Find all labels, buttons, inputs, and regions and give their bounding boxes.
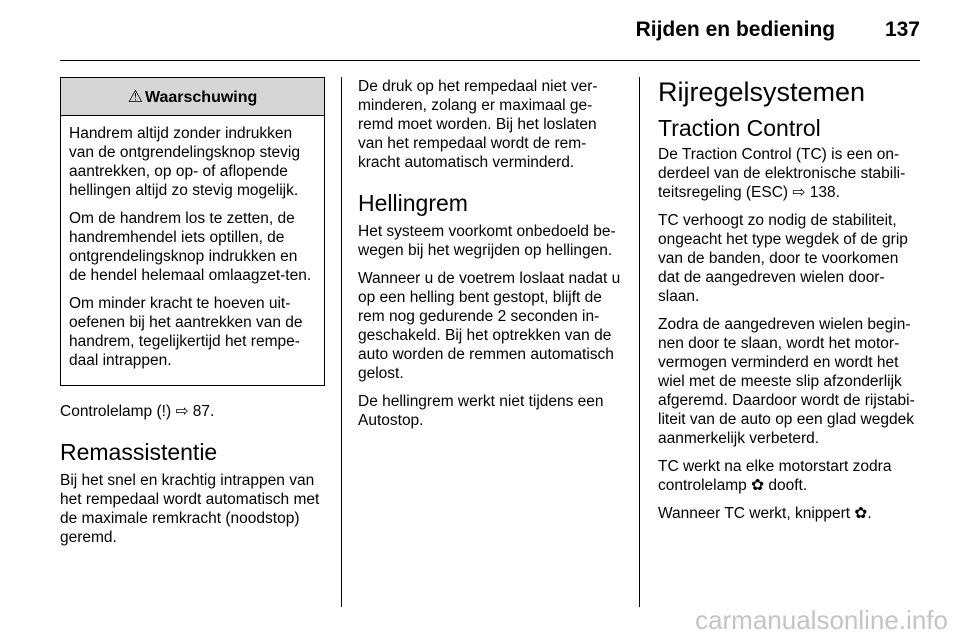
warning-paragraph: Om de handrem los te zetten, de handremhendel iets optillen, de ontgrendelingsknop indrukken en de hendel helemaal omlaagzet-ten.: [69, 210, 312, 284]
column-3: [658, 77, 923, 532]
tc-paragraph-1: De Traction Control (TC) is een on-derdeel van de elektronische stabili-teitsregeling (ESC) ⇨ 138.: [658, 146, 906, 201]
hellingrem-paragraph: Het systeem voorkomt onbedoeld be-wegen bij het wegrijden op hellingen.: [358, 223, 616, 259]
rijregelsystemen-heading: Rijregelsystemen: [658, 77, 866, 107]
remassistentie-heading: Remassistentie: [60, 439, 218, 465]
warning-box: [60, 77, 325, 386]
hellingrem-paragraph: De hellingrem werkt niet tijdens een Autostop.: [358, 393, 604, 429]
tc-paragraph-4: TC werkt na elke motorstart zodra controlelamp ✿ dooft.: [658, 458, 892, 494]
tc-paragraph-2: TC verhoogt zo nodig de stabiliteit, ongeacht het type wegdek of de grip van de banden, door te voorkomen dat de aangedreven wielen door-slaan.: [658, 212, 908, 305]
page-ref: 87.: [192, 403, 215, 420]
tc-lamp-icon: ✿: [854, 505, 868, 522]
warning-title: Waarschuwing: [144, 89, 258, 106]
column-2: [358, 77, 623, 439]
warning-body: [61, 116, 324, 385]
column-divider-1: [341, 77, 342, 607]
page-header: [636, 18, 920, 42]
watermark: carmanualsonline.info: [695, 605, 948, 635]
page-ref-arrow-icon: ⇨: [792, 184, 806, 201]
tc-lamp-icon: ✿: [751, 477, 765, 494]
page-ref: 138.: [809, 184, 840, 201]
brake-warning-icon: (!): [156, 403, 172, 420]
warning-paragraph: Handrem altijd zonder indrukken van de ontgrendelingsknop stevig aantrekken, op op- of aflopende hellingen altijd zo stevig mogelijk.: [69, 125, 300, 199]
warning-paragraph: Om minder kracht te hoeven uit-oefenen bij het aantrekken van de handrem, tegelijkertijd het rempe-daal intrappen.: [69, 295, 303, 369]
hellingrem-paragraph: Wanneer u de voetrem loslaat nadat u op een helling bent gestopt, blijft de rem nog gedurende 2 seconden in-geschakeld. Bij het optrekken van de auto worden de remmen automatisch gelost.: [358, 270, 621, 382]
hellingrem-heading: Hellingrem: [358, 190, 468, 216]
page-ref-arrow-icon: ⇨: [175, 403, 189, 420]
tc-paragraph-3: Zodra de aangedreven wielen begin-nen door te slaan, wordt het motor-vermogen verminderd en wordt het wiel met de meeste slip afzonderlijk afgeremd. Daardoor wordt de rijstabi-liteit van de auto op een glad wegdek aanmerkelijk verbeterd.: [658, 316, 915, 447]
brake-pressure-text: De druk op het rempedaal niet ver-minderen, zolang er maximaal ge-remd moet worden. Bij het loslaten van het rempedaal wordt de rem-kracht automatisch verminderd.: [358, 78, 598, 171]
warning-triangle-icon: ⚠: [127, 87, 143, 106]
column-divider-2: [639, 77, 640, 607]
warning-header: [61, 78, 324, 116]
control-lamp-line: Controlelamp (!) ⇨ 87.: [60, 403, 215, 420]
page-number: 137: [884, 18, 920, 41]
column-1: [60, 77, 325, 556]
page-title: Rijden en bediening: [635, 18, 836, 41]
tc-paragraph-5: Wanneer TC werkt, knippert ✿.: [658, 505, 872, 522]
traction-control-heading: Traction Control: [658, 115, 821, 141]
header-rule: [60, 60, 920, 61]
remassistentie-text: Bij het snel en krachtig intrappen van het rempedaal wordt automatisch met de maximale remkracht (noodstop) geremd.: [60, 472, 320, 546]
